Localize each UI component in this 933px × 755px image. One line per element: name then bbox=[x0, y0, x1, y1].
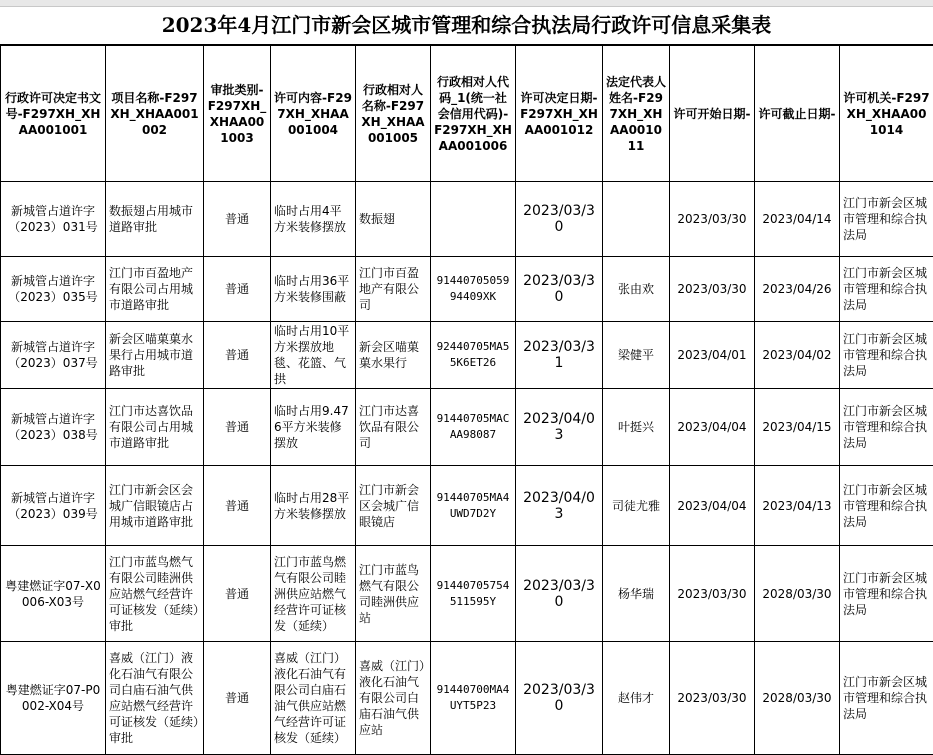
cell-doc-no[interactable]: 新城管占道许字（2023）037号 bbox=[1, 322, 106, 389]
cell-code[interactable]: 9144070505994409XK bbox=[431, 257, 516, 322]
cell-legal-rep[interactable]: 梁健平 bbox=[603, 322, 670, 389]
table-row bbox=[1, 466, 933, 546]
header-project[interactable]: 项目名称-F297XH_XHAA001002 bbox=[106, 46, 204, 182]
cell-legal-rep[interactable]: 张由欢 bbox=[603, 257, 670, 322]
cell-decision-date[interactable]: 2023/04/03 bbox=[516, 466, 603, 546]
cell-project[interactable]: 江门市百盈地产有限公司占用城市道路审批 bbox=[106, 257, 204, 322]
cell-decision-date[interactable]: 2023/03/30 bbox=[516, 182, 603, 257]
cell-end-date[interactable]: 2023/04/15 bbox=[755, 389, 840, 466]
cell-content[interactable]: 临时占用36平方米装修围蔽 bbox=[271, 257, 356, 322]
header-row bbox=[1, 46, 933, 182]
header-code[interactable]: 行政相对人代码_1(统一社会信用代码)-F297XH_XHAA001006 bbox=[431, 46, 516, 182]
cell-category[interactable]: 普通 bbox=[204, 182, 271, 257]
cell-end-date[interactable]: 2028/03/30 bbox=[755, 642, 840, 755]
cell-authority[interactable]: 江门市新会区城市管理和综合执法局 bbox=[840, 466, 933, 546]
cell-content[interactable]: 临时占用10平方米摆放地毯、花篮、气拱 bbox=[271, 322, 356, 389]
cell-project[interactable]: 喜威（江门）液化石油气有限公司白庙石油气供应站燃气经营许可证核发（延续）审批 bbox=[106, 642, 204, 755]
header-doc-no[interactable]: 行政许可决定书文号-F297XH_XHAA001001 bbox=[1, 46, 106, 182]
table-row bbox=[1, 389, 933, 466]
cell-code[interactable]: 92440705MA55K6ET26 bbox=[431, 322, 516, 389]
cell-project[interactable]: 江门市达喜饮品有限公司占用城市道路审批 bbox=[106, 389, 204, 466]
cell-start-date[interactable]: 2023/04/04 bbox=[670, 389, 755, 466]
header-party[interactable]: 行政相对人名称-F297XH_XHAA001005 bbox=[356, 46, 431, 182]
cell-content[interactable]: 临时占用28平方米装修摆放 bbox=[271, 466, 356, 546]
cell-doc-no[interactable]: 新城管占道许字（2023）031号 bbox=[1, 182, 106, 257]
header-category[interactable]: 审批类别-F297XH_XHAA001003 bbox=[204, 46, 271, 182]
cell-content[interactable]: 临时占用9.476平方米装修摆放 bbox=[271, 389, 356, 466]
cell-category[interactable]: 普通 bbox=[204, 257, 271, 322]
cell-start-date[interactable]: 2023/03/30 bbox=[670, 182, 755, 257]
cell-end-date[interactable]: 2023/04/13 bbox=[755, 466, 840, 546]
cell-code[interactable]: 91440705MACAA98087 bbox=[431, 389, 516, 466]
cell-authority[interactable]: 江门市新会区城市管理和综合执法局 bbox=[840, 546, 933, 642]
table-row bbox=[1, 642, 933, 755]
cell-content[interactable]: 江门市蓝鸟燃气有限公司睦洲供应站燃气经营许可证核发（延续） bbox=[271, 546, 356, 642]
cell-legal-rep[interactable]: 杨华瑞 bbox=[603, 546, 670, 642]
cell-category[interactable]: 普通 bbox=[204, 466, 271, 546]
cell-project[interactable]: 江门市蓝鸟燃气有限公司睦洲供应站燃气经营许可证核发（延续）审批 bbox=[106, 546, 204, 642]
cell-end-date[interactable]: 2023/04/26 bbox=[755, 257, 840, 322]
cell-legal-rep[interactable]: 叶挺兴 bbox=[603, 389, 670, 466]
cell-code[interactable]: 91440705MA4UWD7D2Y bbox=[431, 466, 516, 546]
table-row bbox=[1, 322, 933, 389]
table-row bbox=[1, 546, 933, 642]
table-row bbox=[1, 182, 933, 257]
cell-code[interactable]: 91440700MA4UYT5P23 bbox=[431, 642, 516, 755]
cell-project[interactable]: 数振翅占用城市道路审批 bbox=[106, 182, 204, 257]
header-start-date[interactable]: 许可开始日期- bbox=[670, 46, 755, 182]
header-authority[interactable]: 许可机关-F297XH_XHAA001014 bbox=[840, 46, 933, 182]
cell-start-date[interactable]: 2023/04/01 bbox=[670, 322, 755, 389]
cell-decision-date[interactable]: 2023/04/03 bbox=[516, 389, 603, 466]
cell-end-date[interactable]: 2023/04/02 bbox=[755, 322, 840, 389]
cell-end-date[interactable]: 2023/04/14 bbox=[755, 182, 840, 257]
cell-party[interactable]: 江门市蓝鸟燃气有限公司睦洲供应站 bbox=[356, 546, 431, 642]
cell-end-date[interactable]: 2028/03/30 bbox=[755, 546, 840, 642]
header-end-date[interactable]: 许可截止日期- bbox=[755, 46, 840, 182]
cell-authority[interactable]: 江门市新会区城市管理和综合执法局 bbox=[840, 642, 933, 755]
header-legal-rep[interactable]: 法定代表人姓名-F297XH_XHAA001011 bbox=[603, 46, 670, 182]
cell-decision-date[interactable]: 2023/03/30 bbox=[516, 257, 603, 322]
cell-category[interactable]: 普通 bbox=[204, 642, 271, 755]
cell-authority[interactable]: 江门市新会区城市管理和综合执法局 bbox=[840, 257, 933, 322]
cell-start-date[interactable]: 2023/03/30 bbox=[670, 257, 755, 322]
cell-party[interactable]: 喜威（江门）液化石油气有限公司白庙石油气供应站 bbox=[356, 642, 431, 755]
header-decision-date[interactable]: 许可决定日期-F297XH_XHAA001012 bbox=[516, 46, 603, 182]
cell-legal-rep[interactable]: 司徒尤雅 bbox=[603, 466, 670, 546]
cell-party[interactable]: 江门市新会区会城广信眼镜店 bbox=[356, 466, 431, 546]
cell-doc-no[interactable]: 新城管占道许字（2023）039号 bbox=[1, 466, 106, 546]
cell-content[interactable]: 临时占用4平方米装修摆放 bbox=[271, 182, 356, 257]
cell-start-date[interactable]: 2023/04/04 bbox=[670, 466, 755, 546]
cell-authority[interactable]: 江门市新会区城市管理和综合执法局 bbox=[840, 322, 933, 389]
cell-authority[interactable]: 江门市新会区城市管理和综合执法局 bbox=[840, 182, 933, 257]
cell-party[interactable]: 江门市达喜饮品有限公司 bbox=[356, 389, 431, 466]
cell-start-date[interactable]: 2023/03/30 bbox=[670, 642, 755, 755]
table-row bbox=[1, 257, 933, 322]
cell-start-date[interactable]: 2023/03/30 bbox=[670, 546, 755, 642]
cell-category[interactable]: 普通 bbox=[204, 546, 271, 642]
cell-party[interactable]: 数振翅 bbox=[356, 182, 431, 257]
cell-decision-date[interactable]: 2023/03/31 bbox=[516, 322, 603, 389]
cell-decision-date[interactable]: 2023/03/30 bbox=[516, 546, 603, 642]
cell-decision-date[interactable]: 2023/03/30 bbox=[516, 642, 603, 755]
cell-party[interactable]: 新会区喵菓菓水果行 bbox=[356, 322, 431, 389]
sheet-title: 2023年4月江门市新会区城市管理和综合执法局行政许可信息采集表 bbox=[0, 6, 933, 45]
cell-doc-no[interactable]: 新城管占道许字（2023）035号 bbox=[1, 257, 106, 322]
cell-doc-no[interactable]: 粤建燃证字07-X0006-X03号 bbox=[1, 546, 106, 642]
cell-project[interactable]: 新会区喵菓菓水果行占用城市道路审批 bbox=[106, 322, 204, 389]
cell-category[interactable]: 普通 bbox=[204, 389, 271, 466]
cell-code[interactable]: 91440705754511595Y bbox=[431, 546, 516, 642]
cell-authority[interactable]: 江门市新会区城市管理和综合执法局 bbox=[840, 389, 933, 466]
cell-category[interactable]: 普通 bbox=[204, 322, 271, 389]
cell-doc-no[interactable]: 新城管占道许字（2023）038号 bbox=[1, 389, 106, 466]
cell-legal-rep[interactable] bbox=[603, 182, 670, 257]
permit-table bbox=[0, 45, 933, 755]
cell-legal-rep[interactable]: 赵伟才 bbox=[603, 642, 670, 755]
table-body bbox=[1, 46, 933, 755]
cell-code[interactable] bbox=[431, 182, 516, 257]
cell-project[interactable]: 江门市新会区会城广信眼镜店占用城市道路审批 bbox=[106, 466, 204, 546]
cell-content[interactable]: 喜威（江门）液化石油气有限公司白庙石油气供应站燃气经营许可证核发（延续） bbox=[271, 642, 356, 755]
cell-doc-no[interactable]: 粤建燃证字07-P0002-X04号 bbox=[1, 642, 106, 755]
header-content[interactable]: 许可内容-F297XH_XHAA001004 bbox=[271, 46, 356, 182]
cell-party[interactable]: 江门市百盈地产有限公司 bbox=[356, 257, 431, 322]
